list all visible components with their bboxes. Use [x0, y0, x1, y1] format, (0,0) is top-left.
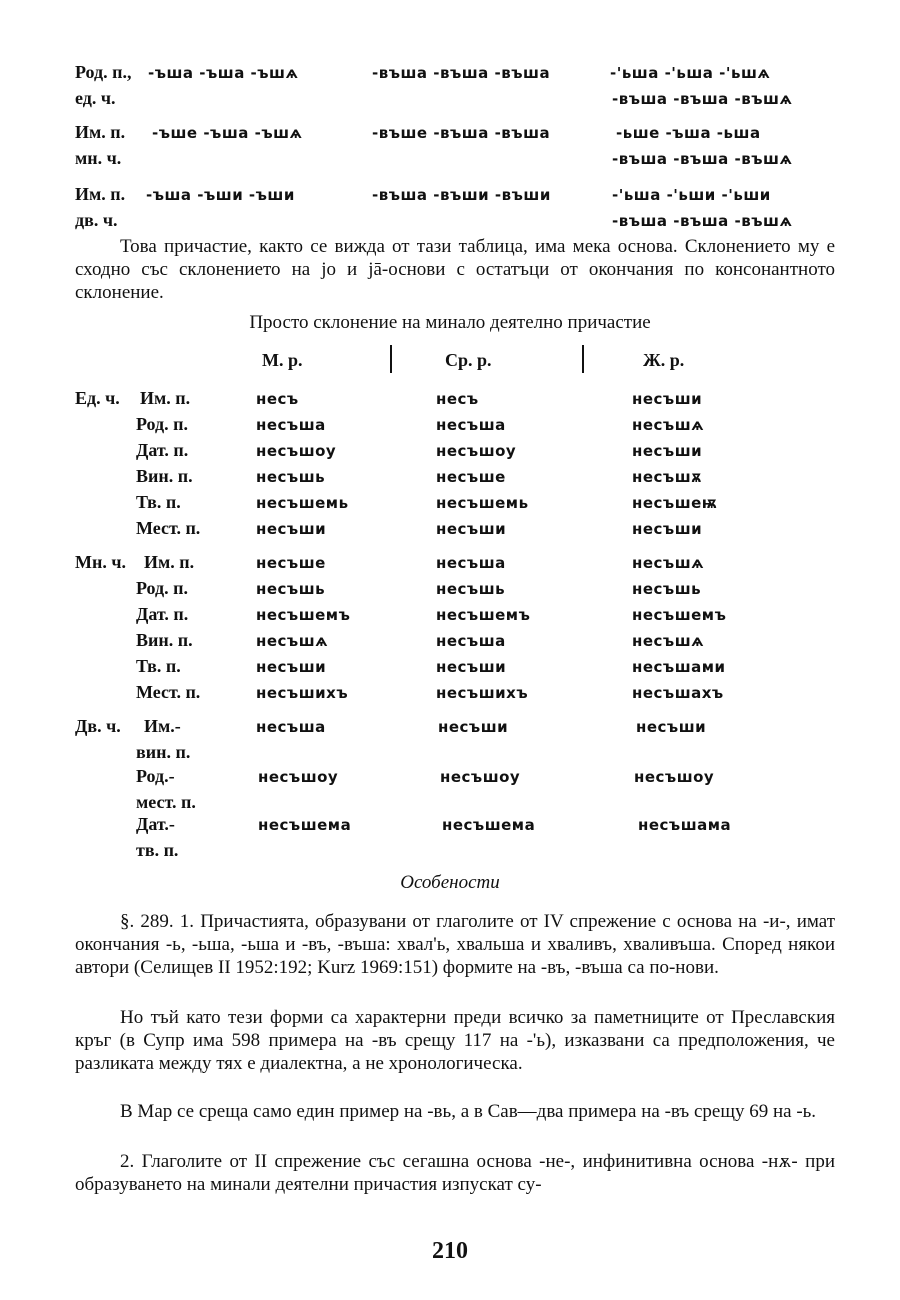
form-m: несъши	[256, 658, 327, 676]
number-singular: Ед. ч.	[75, 388, 120, 408]
case-label: Им. п.	[140, 388, 191, 408]
case-label: Род.-	[136, 766, 175, 786]
top-row-2-f2: -въша -въша -въшѧ	[612, 150, 793, 168]
form-m: несъшема	[258, 816, 352, 834]
top-row-1-f2: -въша -въша -въшѧ	[612, 90, 793, 108]
form-f: несъшемъ	[632, 606, 727, 624]
form-m: несъша	[256, 416, 326, 434]
form-m: несъшемъ	[256, 606, 351, 624]
header-feminine: Ж. р.	[643, 350, 685, 370]
case-label: Им.-	[144, 716, 181, 736]
case-label-2: вин. п.	[136, 742, 191, 762]
paragraph-soft-stem: Това причастие, както се вижда от тази таблица, има мека основа. Склонението му е сходно със склонението на jo и jā-основи с остатъци от окончания по консонантното склонение.	[75, 236, 835, 303]
case-label: Род. п.	[136, 578, 189, 598]
form-n: несъ	[436, 390, 479, 408]
form-n: несъшемъ	[436, 606, 531, 624]
features-title: Особености	[400, 872, 500, 893]
case-label: Им. п.	[144, 552, 195, 572]
form-f: несъшѧ	[632, 416, 705, 434]
form-m: несъши	[256, 520, 327, 538]
case-label: Мест. п.	[136, 682, 201, 702]
case-label: Вин. п.	[136, 466, 193, 486]
form-f: несъши	[632, 442, 703, 460]
case-label: Дат. п.	[136, 440, 189, 460]
form-f: несъшѧ	[632, 554, 705, 572]
form-n: несъши	[436, 658, 507, 676]
header-divider-2	[582, 345, 584, 373]
top-row-3-label: Им. п.	[75, 184, 126, 204]
paragraph-mar: В Мар се среща само един пример на -вь, а в Сав—два примера на -въ срещу 69 на -ь.	[120, 1101, 817, 1122]
form-n: несъшемь	[436, 494, 529, 512]
form-f: несъшахъ	[632, 684, 724, 702]
form-m: несъшоу	[256, 442, 337, 460]
number-dual: Дв. ч.	[75, 716, 121, 736]
form-f: несъшѧ	[632, 632, 705, 650]
form-m: несъшемь	[256, 494, 349, 512]
form-n: несъша	[436, 416, 506, 434]
top-row-3-m: -ъша -ъши -ъши	[146, 186, 295, 204]
top-row-2-sub: мн. ч.	[75, 148, 122, 168]
top-row-2-label: Им. п.	[75, 122, 126, 142]
form-n: несъшоу	[436, 442, 517, 460]
paragraph-conjugation-2: 2. Глаголите от II спрежение със сегашна основа -не-, инфинитивна основа -нѫ- при образуването на минали деятелни причастия изпускат су-	[75, 1151, 835, 1195]
top-row-2-f1: -ьше -ъша -ьша	[616, 124, 761, 142]
header-masculine: М. р.	[262, 350, 303, 370]
top-row-3-sub: дв. ч.	[75, 210, 118, 230]
case-label: Дат. п.	[136, 604, 189, 624]
form-n: несъши	[438, 718, 509, 736]
case-label: Мест. п.	[136, 518, 201, 538]
paragraph-preslav: Но тъй като тези форми са характерни преди всичко за паметниците от Преславския кръг (в Супр има 598 примера на -въ срещу 117 на -'ь), изказвани са предположения, че разликата между тях е диалектна, а не хронологическа.	[75, 1007, 835, 1074]
form-f: несъшами	[632, 658, 726, 676]
top-row-3-f1: -'ьша -'ьши -'ьши	[612, 186, 771, 204]
top-row-3-f2: -въша -въша -въшѧ	[612, 212, 793, 230]
section-title: Просто склонение на минало деятелно причастие	[249, 312, 651, 333]
form-n: несъша	[436, 554, 506, 572]
form-f: несъши	[636, 718, 707, 736]
form-m: несъше	[256, 554, 326, 572]
top-row-1-m: -ъша -ъша -ъшѧ	[148, 64, 299, 82]
form-n: несъши	[436, 520, 507, 538]
form-f: несъши	[632, 520, 703, 538]
form-n: несъша	[436, 632, 506, 650]
form-m: несъшоу	[258, 768, 339, 786]
form-m: несъшихъ	[256, 684, 349, 702]
case-label-2: мест. п.	[136, 792, 196, 812]
top-row-2-n: -въше -въша -въша	[372, 124, 551, 142]
top-row-1-sub: ед. ч.	[75, 88, 116, 108]
form-n: несъшоу	[440, 768, 521, 786]
number-plural: Мн. ч.	[75, 552, 127, 572]
case-label-2: тв. п.	[136, 840, 179, 860]
form-n: несъше	[436, 468, 506, 486]
case-label: Тв. п.	[136, 656, 181, 676]
case-label: Вин. п.	[136, 630, 193, 650]
form-m: несъ	[256, 390, 299, 408]
top-row-1-f1: -'ьша -'ьша -'ьшѧ	[610, 64, 771, 82]
form-f: несъшь	[632, 580, 702, 598]
paragraph-289: §. 289. 1. Причастията, образувани от глаголите от IV спрежение с основа на -и-, имат окончания -ь, -ьша, -ьша и -въ, -въша: хвал'ь, хвальша и хваливъ, хваливъша. Според някои автори (Селищев II 1952:192; Kurz 1969:151) формите на -въ, -въша са по-нови.	[75, 911, 835, 978]
page-number: 210	[432, 1238, 468, 1264]
case-label: Дат.-	[136, 814, 175, 834]
form-f: несъшѫ	[632, 468, 702, 486]
top-row-3-n: -въша -въши -въши	[372, 186, 551, 204]
form-f: несъшеѭ	[632, 494, 718, 512]
top-row-1-n: -въша -въша -въша	[372, 64, 551, 82]
case-label: Род. п.	[136, 414, 189, 434]
form-m: несъшь	[256, 580, 326, 598]
form-n: несъшихъ	[436, 684, 529, 702]
top-row-2-m: -ъше -ъша -ъшѧ	[152, 124, 303, 142]
form-m: несъшь	[256, 468, 326, 486]
form-m: несъша	[256, 718, 326, 736]
form-n: несъшь	[436, 580, 506, 598]
form-f: несъшоу	[634, 768, 715, 786]
form-f: несъши	[632, 390, 703, 408]
header-neuter: Ср. р.	[445, 350, 492, 370]
form-m: несъшѧ	[256, 632, 329, 650]
top-row-1-label: Род. п.,	[75, 62, 132, 82]
form-f: несъшама	[638, 816, 732, 834]
case-label: Тв. п.	[136, 492, 181, 512]
form-n: несъшема	[442, 816, 536, 834]
header-divider-1	[390, 345, 392, 373]
